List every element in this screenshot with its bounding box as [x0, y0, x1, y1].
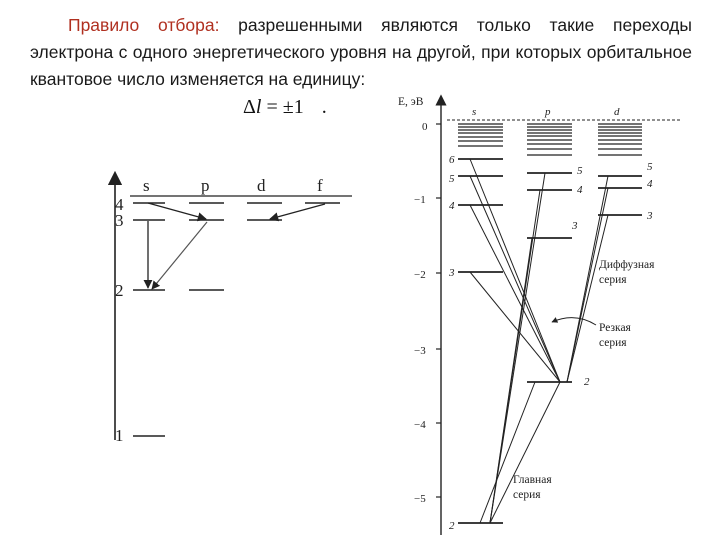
s-level-2: 2 [449, 520, 455, 532]
left-level-4: 4 [115, 195, 124, 214]
p-level-5: 5 [577, 165, 583, 177]
s-level-5: 5 [449, 173, 455, 185]
tick-0: 0 [422, 121, 428, 133]
d-level-3: 3 [647, 210, 653, 222]
rule-body: разрешенными являются только такие переходы электрона с одного энергетического уровня на другой, при которых орбитальное квантовое число изменяется на единицу: [30, 15, 692, 89]
left-col-f: f [317, 176, 323, 195]
left-level-2: 2 [115, 281, 124, 300]
p-level-4: 4 [577, 184, 583, 196]
p-level-3: 3 [572, 220, 578, 232]
left-level-1: 1 [115, 426, 124, 445]
diffuse-series-line1: Диффузная [599, 259, 655, 271]
tick-minus1: −1 [414, 194, 426, 206]
s-level-4: 4 [449, 200, 455, 212]
dense-levels [458, 124, 642, 155]
tick-minus4: −4 [414, 419, 426, 431]
rule-title: Правило отбора: [68, 15, 220, 35]
sharp-series-line2: серия [599, 337, 627, 349]
diffuse-series-line2: серия [599, 274, 627, 286]
left-col-d: d [257, 176, 266, 195]
col-s: s [472, 106, 477, 118]
d-level-4: 4 [647, 178, 653, 190]
axis-ticks [436, 124, 441, 497]
left-col-s: s [143, 176, 150, 195]
tick-minus3: −3 [414, 345, 426, 357]
s-levels [458, 159, 503, 523]
d-level-5: 5 [647, 161, 653, 173]
s-level-6: 6 [449, 154, 455, 166]
left-level-3: 3 [115, 211, 124, 230]
tick-minus5: −5 [414, 493, 426, 505]
tick-minus2: −2 [414, 269, 426, 281]
principal-series-line2: серия [513, 489, 541, 501]
col-d: d [614, 106, 620, 118]
p-level-2: 2 [584, 376, 590, 388]
s-level-3: 3 [449, 267, 455, 279]
axis-label: E, эВ [398, 96, 424, 108]
left-col-p: p [201, 176, 210, 195]
col-p: p [545, 106, 551, 118]
principal-series-line1: Главная [513, 474, 552, 486]
selection-rule-formula: Δl = ±1 . [243, 96, 327, 118]
transition-lines [470, 159, 608, 523]
sharp-series-arrow [552, 318, 596, 325]
sharp-series-line1: Резкая [599, 322, 631, 334]
